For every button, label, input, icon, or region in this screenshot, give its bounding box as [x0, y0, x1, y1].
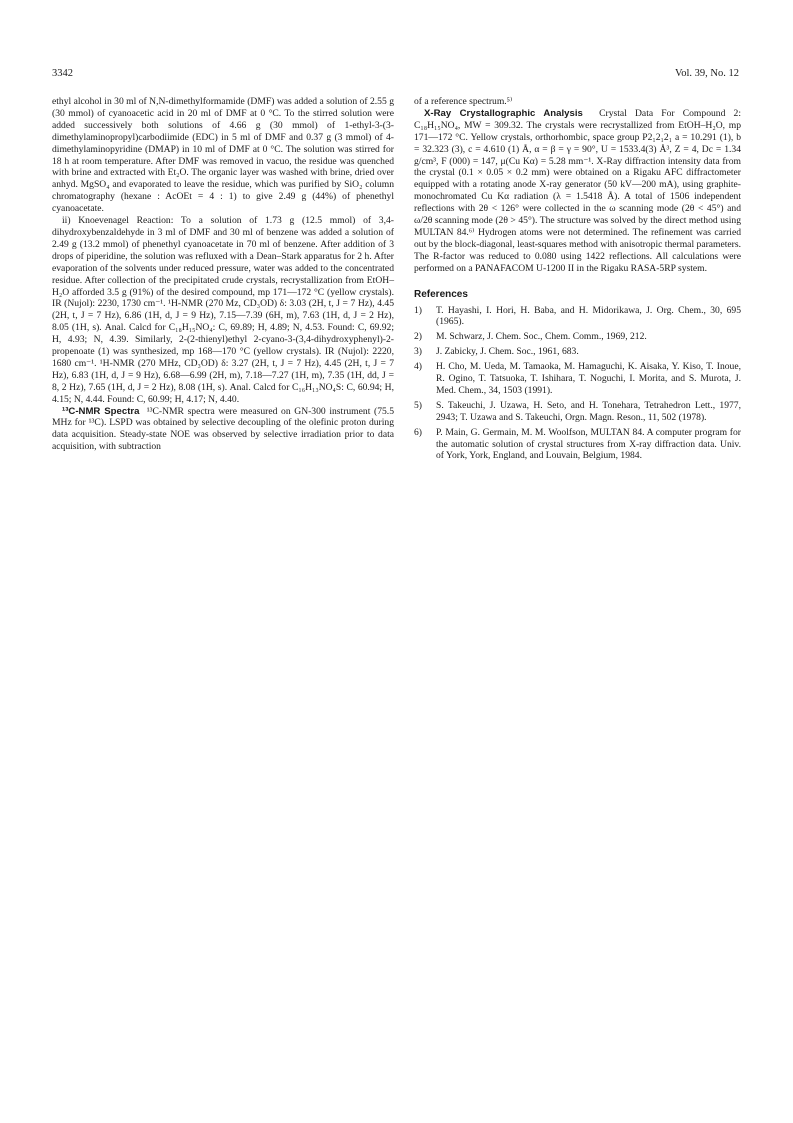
- reference-number: 4): [414, 361, 422, 373]
- right-column: [414, 96, 741, 465]
- reference-spectrum-line: of a reference spectrum.⁵⁾: [414, 96, 513, 107]
- page-number: 3342: [52, 68, 73, 79]
- c13-nmr-paragraph: [52, 406, 394, 454]
- reference-number: 2): [414, 331, 422, 343]
- reference-item: [414, 427, 741, 463]
- left-column: [52, 96, 394, 453]
- reference-text: P. Main, G. Germain, M. M. Woolfson, MULTAN 84. A computer program for the automatic solution of crystal structures from X-ray diffraction data. Univ. of York, York, England, and Louvain, Belgium, 1984.: [436, 426, 741, 462]
- reference-text: S. Takeuchi, J. Uzawa, H. Seto, and H. Tonehara, Tetrahedron Lett., 1977, 2943; T. Uzawa and S. Takeuchi, Orgn. Magn. Reson., 11, 502 (1978).: [436, 399, 741, 423]
- reference-number: 3): [414, 346, 422, 358]
- reference-text: M. Schwarz, J. Chem. Soc., Chem. Comm., 1969, 212.: [436, 331, 647, 343]
- reference-text: T. Hayashi, I. Hori, H. Baba, and H. Midorikawa, J. Org. Chem., 30, 695 (1965).: [436, 304, 741, 328]
- reference-number: 5): [414, 399, 422, 411]
- reference-item: [414, 305, 741, 329]
- reference-item: [414, 346, 741, 358]
- knoevenagel-paragraph: ii) Knoevenagel Reaction: To a solution of 1.73 g (12.5 mmol) of 3,4-dihydroxybenzaldehyde in 3 ml of DMF and 30 ml of benzene was added a solution of 2.49 g (13.2 mmol) of phenethyl cyanoacetate in 70 ml of benzene. After addition of 3 drops of piperidine, the solution was refluxed with a Dean–Stark apparatus for 2 h. After evaporation of the solvents under reduced pressure, water was added to the concentrated residue. After collection of the precipitated crude crystals, recrystallization from EtOH–H₂O afforded 3.5 g (91%) of the desired compound, mp 171—172 °C (yellow crystals). IR (Nujol): 2230, 1730 cm⁻¹. ¹H-NMR (270 Mz, CD₃OD) δ: 3.03 (2H, t, J = 7 Hz), 4.45 (2H, t, J = 7 Hz), 6.86 (1H, d, J = 9 Hz), 7.15—7.39 (6H, m), 7.63 (1H, d, J = 2 Hz), 8.05 (1H, s). Anal. Calcd for C₁₈H₁₅NO₄: C, 69.89; H, 4.89; N, 4.53. Found: C, 69.92; H, 4.93; N, 4.39. Similarly, 2-(2-thienyl)ethyl 2-cyano-3-(3,4-dihydroxyphenyl)-2-propenoate (1) was synthesized, mp 168—170 °C (yellow crystals). IR (Nujol): 2220, 1680 cm⁻¹. ¹H-NMR (270 MHz, CD₃OD) δ: 3.27 (2H, t, J = 7 Hz), 4.45 (2H, t, J = 7 Hz), 6.83 (1H, d, J = 9 Hz), 6.68—6.99 (2H, m), 7.18—7.27 (1H, m), 7.35 (1H, dd, J = 8, 2 Hz), 7.65 (1H, d, J = 2 Hz), 8.08 (1H, s). Anal. Calcd for C₁₆H₁₃NO₄S: C, 60.94; H, 4.15; N, 4.44. Found: C, 60.99; H, 4.17; N, 4.40.: [52, 215, 394, 405]
- references-list: [414, 305, 741, 463]
- reference-text: J. Zabicky, J. Chem. Soc., 1961, 683.: [436, 346, 579, 358]
- reference-number: 1): [414, 304, 422, 316]
- xray-paragraph: [414, 108, 741, 275]
- reference-item: [414, 361, 741, 397]
- reference-text: H. Cho, M. Ueda, M. Tamaoka, M. Hamaguchi, K. Aisaka, Y. Kiso, T. Inoue, R. Ogino, T. Tatsuoka, T. Ishihara, T. Noguchi, I. Morita, and S. Murota, J. Med. Chem., 34, 1503 (1991).: [436, 361, 741, 396]
- references-heading: References: [414, 288, 468, 300]
- xray-heading: X-Ray Crystallographic Analysis: [424, 107, 583, 119]
- c13-nmr-body: ¹³C-NMR spectra were measured on GN-300 instrument (75.5 MHz for ¹³C). LSPD was obtained by selective decoupling of the olefinic proton during data acquisition. Steady-state NOE was observed by selective irradiation prior to data acquisition, with subtraction: [52, 405, 394, 453]
- xray-body: Crystal Data For Compound 2: C₁₈H₁₅NO₄, MW = 309.32. The crystals were recrystallized from EtOH–H₂O, mp 171—172 °C. Yellow crystals, orthorhombic, space group P2₁2₁2₁ a = 10.291 (1), b = 32.323 (3), c = 4.610 (1) Å, α = β = γ = 90°, U = 1533.4(3) Å³, Z = 4, Dc = 1.34 g/cm³, F (000) = 147, μ(Cu Kα) = 5.28 mm⁻¹. X-Ray diffraction intensity data from the crystal (0.1 × 0.05 × 0.2 mm) were obtained on a Rigaku AFC diffractometer equipped with a rotating anode X-ray generator (50 kV—200 mA), using graphite-monochromated Cu Kα radiation (λ = 1.5418 Å). A total of 1506 independent reflections with 2θ < 126° were collected in the ω scanning mode (2θ < 45°) and ω/2θ scanning mode (2θ > 45°). The structure was solved by the direct method using MULTAN 84.⁶⁾ Hydrogen atoms were not determined. The refinement was carried out by the block-diagonal, least-squares method with anisotropic thermal parameters. The R-factor was reduced to 0.080 using 1422 reflections. All calculations were performed on a PANAFACOM U-1200 II in the Rigaku RASA-5RP system.: [414, 107, 741, 274]
- reference-item: [414, 400, 741, 424]
- reference-item: [414, 331, 741, 343]
- c13-nmr-heading: ¹³C-NMR Spectra: [62, 405, 140, 417]
- reference-number: 6): [414, 426, 422, 438]
- synthesis-paragraph-1: ethyl alcohol in 30 ml of N,N-dimethylformamide (DMF) was added a solution of 2.55 g (30 mmol) of cyanoacetic acid in 20 ml of DMF at 0 °C. To the stirred solution were added successively both solutions of 4.66 g (30 mmol) of 1-ethyl-3-(3-dimethylaminopropyl)carbodiimide (EDC) in 5 ml of DMF and 0.37 g (3 mmol) of 4-dimethylaminopyridine (DMAP) in 10 ml of DMF at 0 °C. The solution was stirred for 18 h at room temperature. After DMF was removed in vacuo, the residue was quenched with brine and extracted with Et₂O. The organic layer was washed with brine, dried over anhyd. MgSO₄ and evaporated to leave the residue, which was purified by SiO₂ column chromatography (hexane : AcOEt = 4 : 1) to give 2.49 g (44%) of phenethyl cyanoacetate.: [52, 96, 394, 215]
- volume-issue: Vol. 39, No. 12: [675, 68, 739, 79]
